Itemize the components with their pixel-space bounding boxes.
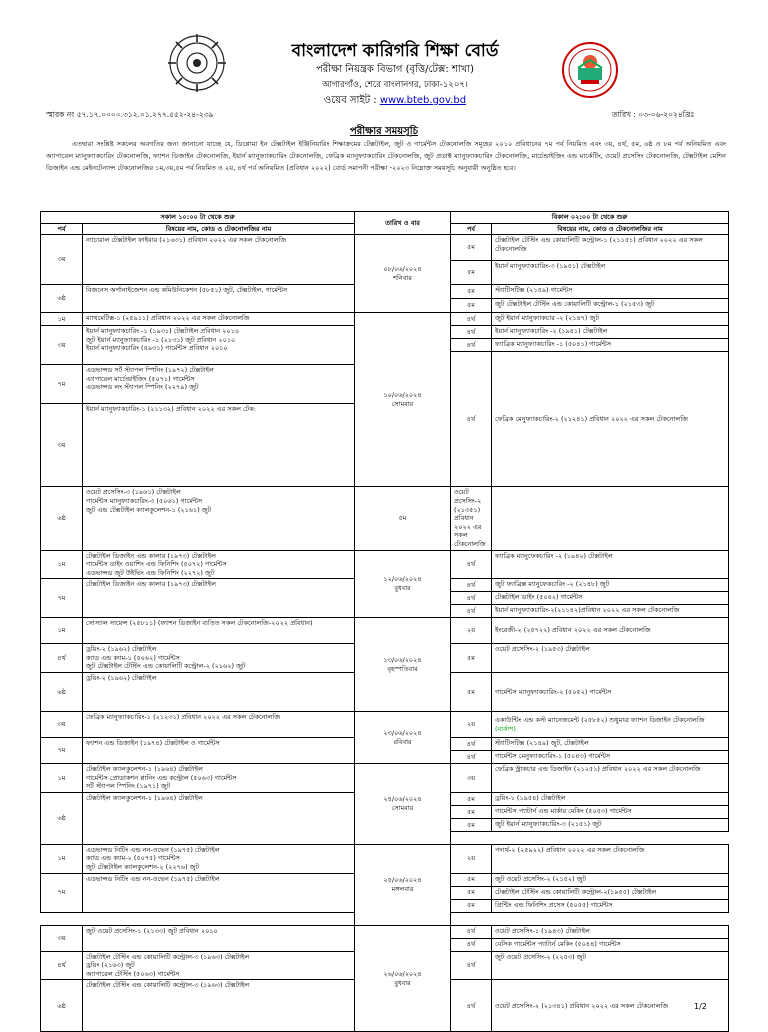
morning-semester: ৪র্থ [41, 644, 83, 673]
exam-date-day [355, 925, 451, 1032]
afternoon-subject: জুট ওয়েট প্রসেসিং-২ (২১৫২) জুট [492, 873, 729, 886]
morning-semester: ৬ষ্ঠ [41, 487, 83, 550]
morning-subject: ফ্যাশন এন্ড ডিজাইন (১৯৭৪) টেক্সটাইল ও গার্মেন্টস [83, 738, 355, 764]
notice-title: পরীক্ষার সময়সূচি [349, 126, 419, 137]
morning-semester-header: পর্ব [41, 224, 83, 235]
morning-subject-line: এডভান্সড নিটিং এন্ড নন-ওভেন (১৯৭৫) টেক্সটাইল [86, 845, 220, 854]
afternoon-subject: স্ট্যাটিসটিক্স (২১৫৯) গার্মেন্টস [492, 285, 729, 299]
afternoon-subject: ওয়েট প্রসেসিং-২ (২১৩৫১) প্রবিধান ২০২২ এর সকল টেকনোলজি [451, 487, 492, 550]
afternoon-subject: জুট ফ্যাব্রিক্স ম্যানুফেকচারিং -২ (২১৪৮) জুট [492, 579, 729, 592]
bteb-seal-logo [166, 32, 228, 94]
afternoon-semester: ৪র্থ [451, 938, 492, 951]
morning-subject: জুট ওয়েট প্রসেসিং-১ (২১৩৩) জুট প্রবিধান ২০১০ [83, 925, 355, 951]
afternoon-session-header: বিকাল ০২:০০ টা থেকে শুরু [451, 212, 729, 224]
exam-date-day [355, 764, 451, 845]
morning-subject: এডভান্সড নিটিং এন্ড নন-ওভেন (১৯৭৫) টেক্সটাইল [83, 873, 355, 912]
morning-subject-line: এ্যাপারেল মার্চেন্ডাইজিং (৫০৭১) গার্মেন্টস [86, 374, 195, 383]
morning-subject: টেক্সটাইল ডিজাইন এন্ড কালার (১৯৭৩) টেক্সটাইল [83, 579, 355, 618]
morning-semester: ১ম [41, 550, 83, 579]
morning-semester: ৩য় [41, 925, 83, 951]
morning-semester: ১ম [41, 313, 83, 326]
morning-subject-line: ড্রয়িং (২১৬৩) জুট [86, 961, 135, 970]
morning-subject-line: গার্মেন্টস প্রোডাকশন প্লানিং এন্ড কন্ট্রোল (৫০৬৩) গার্মেন্টস [86, 773, 237, 782]
exam-day: বুধবার [394, 583, 411, 592]
date-day-header: তারিখ ও বার [355, 212, 451, 235]
afternoon-subject: জুট ইয়ার্ন ম্যানুফ্যাকচারিং-৩ (২১৫১) জুট [492, 818, 729, 831]
org-name: বাংলাদেশ কারিগরি শিক্ষা বোর্ড [291, 41, 499, 61]
afternoon-semester: ৫ম [451, 261, 492, 285]
morning-semester: ১ম [41, 764, 83, 793]
exam-date-day [355, 550, 451, 618]
afternoon-semester: ৪র্থ [451, 579, 492, 592]
afternoon-subject: পদার্থ-২ (২৫৯২২) প্রবিধান ২০২২ এর সকল টেকনোলজি [492, 844, 729, 873]
morning-semester: ১ম [41, 844, 83, 873]
afternoon-semester: ৪র্থ [451, 339, 492, 352]
morning-subject-line: জুট ইয়ার্ন ম্যানুফ্যাকচারিং -১ (২১৩১) জুট প্রবিধান ২০১০ [86, 335, 236, 344]
afternoon-semester: ৫ম [451, 873, 492, 886]
exam-date: ২৬/০৬/২০২৪ [383, 969, 422, 978]
afternoon-subject: গার্মেন্টস মেনুফ্যাকচারিং-১ (৫০৪৩) গার্মেন্টস [492, 751, 729, 764]
memo-number: স্মারক নং ৫৭.১৭.০০০০.৩১২.০১.২৭৭.৫৫২-২৪-২৩৯ [46, 110, 214, 119]
morning-subject [83, 404, 355, 487]
afternoon-semester: ৫ম [451, 644, 492, 673]
exam-day: সোমবার [391, 399, 414, 408]
exam-day: বুধবার [394, 978, 411, 987]
morning-subject: ম্যাথমেটিক্স-১ (২৫৯১১) প্রবিধান ২০২২ এর সকল টেকনোলজি [83, 313, 355, 326]
exam-date-day [355, 844, 451, 925]
morning-subject-line: টেক্সটাইল টেস্টিং এন্ড কোয়ালিটি কন্ট্রোল-৩ (১৯৬৩) টেক্সটাইল [86, 952, 250, 961]
afternoon-semester: ৫ম [451, 792, 492, 805]
afternoon-subject: ইয়ার্ন ম্যানুফ্যাকচারিং-৩ (১৯৫১) টেক্সটাইল [492, 261, 729, 285]
morning-subject: ন্যাচারাল টেক্সটাইল ফাইবার (২১৬৩১) প্রবিধান ২০২২ এর সকল টেকনোলজি [83, 235, 355, 285]
afternoon-semester: ৫ম [451, 899, 492, 912]
afternoon-semester: ৫ম [451, 299, 492, 313]
morning-subject [83, 550, 355, 579]
afternoon-subject: ওয়েট প্রসেসিং-১ (১৯৪৩) টেক্সটাইল [492, 925, 729, 938]
afternoon-subject: টেক্সটাইল টেস্টিং এন্ড কোয়ালিটি কন্ট্রোল-১ (২১১৫১) প্রবিধান ২০২২ এর সকল টেকনোলজি [492, 235, 729, 261]
afternoon-semester: ৪র্থ [451, 605, 492, 618]
schedule-row [41, 550, 729, 579]
exam-day: মঙ্গলবার [391, 884, 414, 893]
afternoon-semester: ৫ম [451, 235, 492, 261]
exam-date: ২৪/০৬/২০২৪ [383, 795, 422, 804]
afternoon-semester: ৪র্থ [451, 326, 492, 339]
morning-subject: বিজনেস অর্গানাইজেশন এন্ড কমিউনিকেশন (৫৮৫১) জুট, টেক্সটাইল, গার্মেন্টস [83, 285, 355, 313]
morning-subject-line: গার্মেন্টস ডাইং ওয়াশিং এন্ড ফিনিশিং (৫০৭২) গার্মেন্টস [86, 560, 227, 569]
schedule-row [41, 487, 729, 503]
afternoon-semester: ৪র্থ [451, 313, 492, 326]
afternoon-subject: ফ্যাব্রিক ম্যানুফেকচারিং -২ (১৯৪২) টেক্সটাইল [492, 550, 729, 579]
exam-day: রবিবার [393, 737, 412, 746]
afternoon-semester: ৩য় [451, 764, 492, 793]
exam-day: বৃহস্পতিবার [387, 664, 418, 673]
institution-emblem-logo [560, 40, 620, 100]
afternoon-semester-header: পর্ব [451, 224, 492, 235]
morning-semester: ৭ম [41, 579, 83, 618]
morning-subject-line: ইয়ার্ন ম্যানুফ্যাকচারিং-১ (২১১৩২) প্রবিধান ২০২২ এর সকল টেক: [86, 405, 256, 413]
afternoon-subject-header: বিষয়ের নাম, কোড ও টেকনোলজির নাম [492, 224, 729, 235]
morning-subject-line: এডভান্সড সর্ট স্ট্যাপল স্পিনিং (১৯৭২) টেক্সটাইল [86, 366, 214, 374]
exam-date-day [355, 712, 451, 764]
schedule-row [41, 764, 729, 793]
afternoon-semester: ৪র্থ [451, 980, 492, 1032]
morning-semester: ৭ম [41, 873, 83, 912]
morning-subject: সোস্যাল সায়েন্স (২৫৮১১) (ফ্যাশন ডিজাইন ব্যতিত সকল টেকনোলজি-২০২২ প্রবিধান) [83, 618, 355, 644]
morning-subject-line: এডভান্সড জুট উইভিং এন্ড ফিনিশিং (২২৭২) জুট [86, 568, 215, 577]
morning-semester: ৩য় [41, 404, 83, 487]
afternoon-subject: ইংরেজী-২ (২৫৭২২) প্রবিধান ২০২২ এর সকল টেকনোলজি [492, 618, 729, 644]
afternoon-subject: গার্মেন্টস প্যাটার্ন এন্ড মার্কার মেকিং (৫০৫৩) গার্মেন্টস [492, 805, 729, 818]
morning-subject [83, 844, 355, 873]
morning-subject-line: ক্যাড এন্ড ক্যাম-১ (৫০৬২) গার্মেন্টস [86, 653, 180, 662]
page-number: 1/2 [694, 1002, 707, 1011]
morning-subject-line: টেক্সটাইল ক্যালকুলেশন-১ (১৯৬৪) টেক্সটাইল [86, 765, 203, 774]
afternoon-semester: ২য় [451, 844, 492, 873]
markaz-marker: (মার্কাশ) [495, 724, 516, 733]
morning-semester: ৩য় [41, 712, 83, 738]
morning-subject: ড্রয়িং-২ (১৯৬২) টেক্সটাইল [83, 673, 355, 712]
schedule-row [41, 618, 729, 631]
morning-subject-line: এডভান্সড লং স্ট্যাপল স্পিনিং (২২৭৯) জুট [86, 383, 199, 392]
afternoon-semester: ৪র্থ [451, 592, 492, 605]
exam-date-day [355, 618, 451, 712]
exam-date: ২৩/০৬/২০২৪ [383, 728, 422, 737]
afternoon-subject: টেক্সটাইল ডাইং (৫০৪২) গার্মেন্টস [492, 592, 729, 605]
morning-subject [83, 326, 355, 365]
exam-date-day [355, 313, 451, 487]
morning-semester: ৬ষ্ঠ [41, 792, 83, 844]
afternoon-semester: ৫ম [451, 886, 492, 899]
afternoon-subject: জুট টেক্সটাইল টেস্টিং এন্ড কোয়ালিটি কন্ট্রোল-১ (২১৫৩) জুট [492, 299, 729, 313]
afternoon-semester: ৪র্থ [451, 951, 492, 980]
morning-subject-line: ইয়ার্ন ম্যানুফ্যাকচারিং -১ (১৯৩১) টেক্সটাইল প্রবিধান ২০১০ [86, 327, 240, 335]
morning-subject [83, 764, 355, 793]
morning-subject-line: জুট এন্ড টেক্সটাইল ক্যালকুলেশন-১ (২১৬১) জুট [86, 505, 212, 514]
exam-date-day [355, 235, 451, 313]
morning-subject [83, 487, 355, 550]
morning-subject: টেক্সটাইল ক্যালকুলেশন-১ (১৯৬৪) টেক্সটাইল [83, 792, 355, 844]
exam-schedule-table [40, 211, 729, 1032]
exam-date: ১২/০৬/২০২৪ [383, 575, 422, 584]
afternoon-semester: ৫ম [451, 285, 492, 299]
schedule-row [41, 235, 729, 261]
exam-date: ১৩/০৬/২০২৪ [383, 656, 422, 665]
morning-subject [83, 644, 355, 673]
morning-session-header: সকাল ১০:০০ টা থেকে শুরু [41, 212, 355, 224]
morning-semester: ৭ম [41, 738, 83, 764]
morning-subject [83, 951, 355, 980]
notice-date: তারিখ : ০৩-০৬-২০২৪খ্রিঃ [612, 110, 695, 119]
morning-subject: ফেব্রিক ম্যানুফ্যাকচারিং-১ (২১২৩১) প্রবিধান ২০২২ এর সকল টেকনোলজি [83, 712, 355, 738]
morning-subject-line: সর্ট স্ট্যাপল স্পিনিং (১৯৭১) জুট [86, 782, 171, 791]
afternoon-subject: ফ্যাব্রিক ম্যানুফ্যাকচারিং -১ (৫০৪১) গার্মেন্টস [492, 339, 729, 352]
website-label: ওয়েব সাইট : [323, 95, 377, 106]
intro-paragraph: এতদ্বারা সংশ্লিষ্ট সকলের অবগতির জন্য জানানো যাচ্ছে যে, ডিপ্লোমা ইন টেক্সটাইল ইঞ্জিনিয়ারিং শিক্ষাক্রমের টেক্সটাইল, জুট ও গার্মেন্টস টেকনোলজি সমূহের ২০১০ প্রবিধানের ৭ম পর্ব নিয়মিত এবং ৩য়, ৪র্থ, ৫ম, ৬ষ্ঠ ও ৮ম পর্ব অনিয়মিত এবং অ্যাপারেল ম্যানুফ্যাকচারিং টেকনোলজি, ফ্যাশন ডিজাইন টেকনোলজি, ইয়ার্ন ম্যানুফ্যাকচারিং টেকনোলজি, ফেব্রিক ম্যানুফ্যাকচারিং টেকনোলজি, জুট প্রডাক্ট ম্যানুফ্যাকচারিং টেকনোলজি, মার্চেন্ডাইজিং এন্ড মার্কেটিং, ওয়েট প্রসেসিং টেকনোলজি, টেক্সটাইল মেশিন ডিজাইন এন্ড মেইনটেন্যান্স টেকনোলজির ১ম,৩য়,৫ম পর্ব নিয়মিত ও ২য়, ৪র্থ পর্ব অনিয়মিত (প্রবিধান ২০২২) বোর্ড সমাপনী পরীক্ষা -২০২৩ নিম্নোক্ত সময়সূচি অনুযায়ী অনুষ্ঠিত হবে। [46, 140, 726, 172]
afternoon-semester: ৫ম [451, 805, 492, 818]
afternoon-subject: ফেব্রিক স্ট্রাকচার এন্ড ডিজাইন (২১২৫১) প্রবিধান ২০২২ এর সকল টেকনোলজি [492, 764, 729, 793]
afternoon-subject: ইয়ার্ন ম্যানুফ্যাকচারিং -২ (১৯৪১) টেক্সটাইল [492, 326, 729, 339]
dept-name: পরীক্ষা নিয়ন্ত্রক বিভাগ (বৃত্তি/টেক্স: শাখা) [315, 64, 475, 75]
website-link[interactable]: www.bteb.gov.bd [379, 95, 467, 106]
afternoon-subject: ফেব্রিক মেনুফ্যাকচারিং-২ (২১২৪১) প্রবিধান ২০২২ এর সকল টেকনোলজি [492, 352, 729, 487]
afternoon-semester: ৫ম [355, 487, 451, 550]
afternoon-semester: ৫ম [451, 673, 492, 712]
exam-schedule-rows [41, 235, 729, 1032]
afternoon-subject: প্রিন্টিং এন্ড ফিনিশিং প্রসেস (৫০৫৫) গার্মেন্টস [492, 899, 729, 912]
afternoon-semester: ৫ম [451, 818, 492, 831]
morning-semester: ৪র্থ [41, 951, 83, 980]
morning-subject-header: বিষয়ের নাম, কোড ও টেকনোলজির নাম [83, 224, 355, 235]
morning-subject-line: গার্মেন্টস ম্যানুফ্যাকচারিং-৩ (৫০৬১) গার্মেন্টস [86, 496, 203, 505]
afternoon-semester: ৪র্থ [451, 925, 492, 938]
morning-semester: ৭ম [41, 365, 83, 404]
morning-semester: ৬ষ্ঠ [41, 285, 83, 313]
afternoon-semester: ২য় [451, 712, 492, 738]
afternoon-subject: ড্রয়িং-১ (১৯৫৪) টেক্সটাইল [492, 792, 729, 805]
afternoon-subject: জুট ইয়ার্ন ম্যানুফ্যাকচার -২ (২১৪৭) জুট [492, 313, 729, 326]
afternoon-subject: জুট ওয়েট প্রসেসিং-২ (২২৫৩) জুট [492, 951, 729, 980]
morning-subject-line: জুট টেক্সটাইল টেস্টিং এন্ড কোয়ালিটি কন্ট্রোল-২ (২১৬২) জুট [86, 662, 246, 671]
afternoon-subject: ওয়েট প্রসেসিং-২ (২১৩৪১) প্রবিধান ২০২২ এর সকল টেকনোলজি [492, 980, 729, 1032]
morning-subject-line: ইয়ার্ন ম্যানুফ্যাকচারিং (৫৯৩১) গার্মেন্টস প্রবিধান ২০১০ [86, 344, 228, 353]
address: আগারগাঁও, শেরে বাংলানগর, ঢাকা-১২০৭। [322, 80, 468, 90]
morning-semester: ৩য় [41, 326, 83, 365]
afternoon-subject: বেসিক গার্মেন্টস প্যাটার্ন মেকিং (৫০৪৪) গার্মেন্টস [492, 938, 729, 951]
morning-subject-line: অ্যাপারেল টেস্টিং (৫০৬৩) গার্মেন্টস [86, 969, 180, 978]
schedule-row [41, 844, 729, 873]
schedule-row [41, 925, 729, 938]
website-line [230, 93, 560, 110]
morning-subject-line: ক্যাড এন্ড ক্যাম-২ (৫০৭৫) গার্মেন্টস [86, 854, 180, 863]
exam-day: সোমবার [391, 803, 414, 812]
morning-subject-line: টেক্সটাইল ডিজাইন এন্ড কালার (১৯৭৩) টেক্সটাইল [86, 551, 216, 560]
exam-date: ০৮/০৬/২০২৪ [383, 264, 422, 273]
afternoon-subject: ওয়েট প্রসেসিং-২ (১৯৫৩) টেক্সটাইল [492, 644, 729, 673]
morning-subject: টেক্সটাইল টেস্টিং এন্ড কোয়ালিটি কন্ট্রোল-৩ (১৯৬৩) টেক্সটাইল [83, 980, 355, 1032]
afternoon-subject: একাউন্টিং এন্ড কস্ট ম্যানেজমেন্ট (২৫৮৫২) শুধুমাত্র ফ্যাশন ডিজাইন টেকনোলজি (মার্কাশ) [492, 712, 729, 738]
afternoon-semester: ২য় [451, 618, 492, 644]
exam-day: শনিবার [393, 273, 412, 282]
morning-subject [83, 365, 355, 404]
morning-subject-line: জুট টেক্সটাইল ক্যালকুলেশন-২ (২২৭৬) জুট [86, 863, 200, 872]
exam-date: ২৫/০৬/২০২৪ [383, 876, 422, 885]
morning-subject-line: ওয়েট প্রসেসিং-৩ (১৯৬১) টেক্সটাইল [86, 488, 181, 497]
exam-date: ১০/০৬/২০২৪ [383, 391, 422, 400]
afternoon-subject: ইয়ার্ন ম্যানুফ্যাকচারিং-২(২১১৪২)প্রবিধান ২০২২ এর সকল টেকনোলজি [492, 605, 729, 618]
schedule-row [41, 313, 729, 326]
afternoon-semester: ৪র্থ [451, 550, 492, 579]
morning-semester: ৩য় [41, 235, 83, 285]
afternoon-subject: স্ট্যাটিসটিক্স (২১৪৯) জুট, টেক্সটাইল [492, 738, 729, 751]
afternoon-subject: টেক্সটাইল টেস্টিং এন্ড কোয়ালিটি কন্ট্রোল-২(১৯৫৫) টেক্সটাইল [492, 886, 729, 899]
morning-subject-line: ড্রয়িং-২ (১৯৬২) টেক্সটাইল [86, 645, 157, 654]
schedule-row [41, 712, 729, 725]
afternoon-subject: গার্মেন্টস ম্যানুফ্যাকচারিং-২ (৫০৫২) গার্মেন্টস [492, 673, 729, 712]
afternoon-semester: ৪র্থ [451, 751, 492, 764]
morning-semester: ৬ষ্ঠ [41, 980, 83, 1032]
morning-semester: ৬ষ্ঠ [41, 673, 83, 712]
morning-semester: ১ম [41, 618, 83, 644]
afternoon-semester: ৪র্থ [451, 352, 492, 487]
afternoon-semester: ৪র্থ [451, 738, 492, 751]
